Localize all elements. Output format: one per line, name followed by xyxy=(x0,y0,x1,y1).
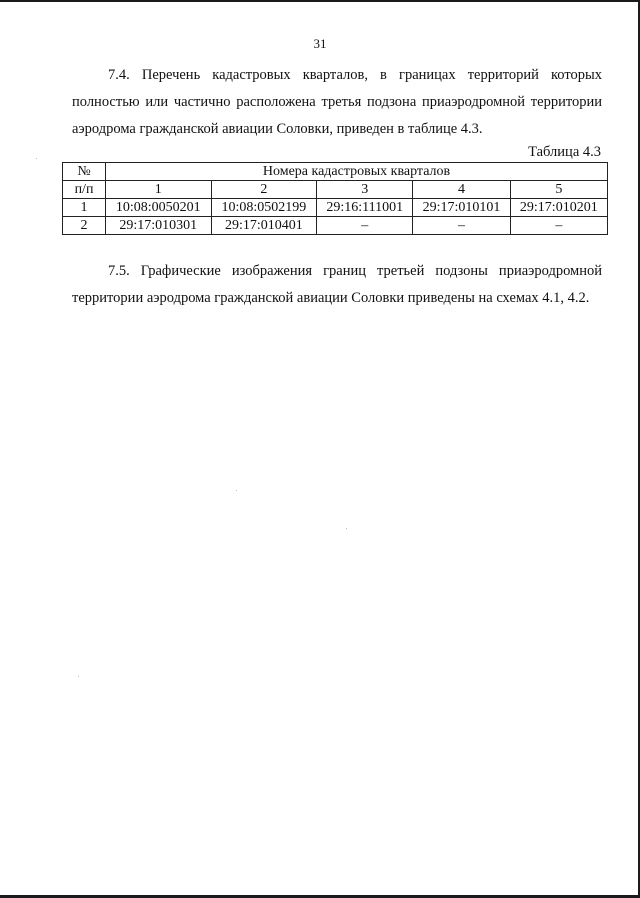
table-header-row xyxy=(63,163,608,181)
paragraph-7-4-text: 7.4. Перечень кадастровых кварталов, в границах территорий которых полностью или частично расположена третья подзона приаэродромной территории аэродрома гражданской авиации Соловки, приведен в таблице 4.3. xyxy=(72,67,602,137)
page-number: 31 xyxy=(313,36,327,51)
table-row xyxy=(63,199,608,217)
paragraph-7-5-text: 7.5. Графические изображения границ третьей подзоны приаэродромной территории аэродрома гражданской авиации Соловки приведены на схемах 4.1, 4.2. xyxy=(72,263,602,306)
scan-speck xyxy=(36,158,37,159)
table-cell: 29:17:010301 xyxy=(106,217,212,235)
row-number-cell: 2 xyxy=(63,217,106,235)
table-cell: 29:16:111001 xyxy=(317,199,413,217)
scan-speck xyxy=(78,676,79,677)
table-caption: Таблица 4.3 xyxy=(528,144,601,160)
column-number-cell: 5 xyxy=(510,181,607,199)
header-number-cell: № xyxy=(63,163,106,181)
column-number-cell: 3 xyxy=(317,181,413,199)
table-cell: 29:17:010401 xyxy=(211,217,317,235)
page-edge-top xyxy=(0,0,640,2)
table-cell: – xyxy=(510,217,607,235)
table-cell: 10:08:0502199 xyxy=(211,199,317,217)
paragraph-7-5 xyxy=(72,258,602,312)
table-cell: – xyxy=(413,217,510,235)
row-number-cell: 1 xyxy=(63,199,106,217)
table-row xyxy=(63,217,608,235)
header-pp-cell: п/п xyxy=(63,181,106,199)
column-number-cell: 2 xyxy=(211,181,317,199)
table-cell: – xyxy=(317,217,413,235)
table-cell: 10:08:0050201 xyxy=(106,199,212,217)
paragraph-7-4 xyxy=(72,62,602,143)
scan-speck xyxy=(236,490,237,491)
column-number-cell: 1 xyxy=(106,181,212,199)
cadastral-quarters-table xyxy=(62,162,608,235)
column-number-cell: 4 xyxy=(413,181,510,199)
scan-speck xyxy=(346,528,347,529)
table-column-number-row xyxy=(63,181,608,199)
table-cell: 29:17:010201 xyxy=(510,199,607,217)
table-cell: 29:17:010101 xyxy=(413,199,510,217)
header-group-cell: Номера кадастровых кварталов xyxy=(106,163,608,181)
